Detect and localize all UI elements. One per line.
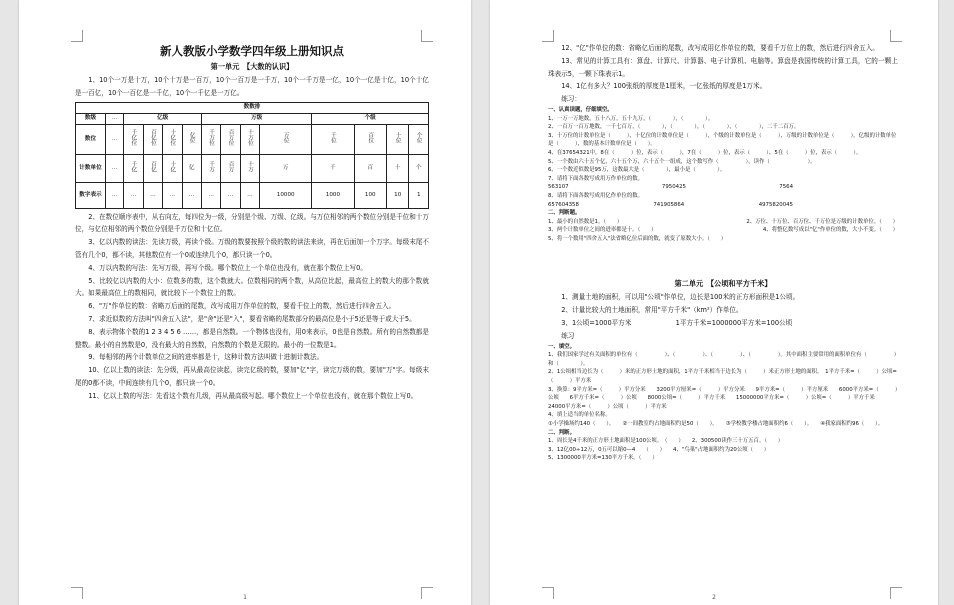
exercise-block bbox=[548, 343, 898, 463]
group-cell: 个级 bbox=[312, 113, 429, 124]
crop-mark bbox=[890, 30, 902, 42]
question: 1、一万一万地数，五十八万，五十九万，（ ），（ ）。 bbox=[548, 115, 714, 122]
unit-cell-text: 百亿 bbox=[149, 160, 156, 173]
paragraph: 2、计量比较大的土地面积，常用"平方千米"（km²）作单位。 bbox=[561, 306, 743, 315]
unit-cell-text: 百 bbox=[367, 164, 374, 171]
unit-cell-text: 千万 bbox=[208, 160, 215, 173]
place-name-cell bbox=[409, 124, 429, 154]
place-name-cell-text: 千位 bbox=[329, 131, 336, 144]
conversion: 1平方千米=1000000平方米=100公顷 bbox=[675, 319, 793, 328]
digit-cell-text: 1000 bbox=[325, 191, 341, 198]
place-name-cell-text: 个位 bbox=[415, 131, 422, 144]
question: 5、一个数由六十五个亿，六十五个万，六十五个一组成，这个数写作（ ），读作（ ）。 bbox=[548, 158, 816, 165]
digit-cell-text: … bbox=[188, 191, 195, 198]
digit-cell bbox=[163, 182, 182, 208]
group-cell: … bbox=[106, 113, 124, 124]
place-value-table bbox=[75, 102, 429, 209]
judge-row bbox=[548, 226, 898, 235]
unit-cell-text: … bbox=[111, 164, 118, 171]
question: 3、12亿00÷12万，0五可以缩0—4 （ ） 4、"鸟巢"占地面积约为20公顷（ ） bbox=[548, 446, 770, 453]
place-name-cell-text: 十亿位 bbox=[169, 129, 176, 146]
paragraph: 10、亿以上数的读法：先分级，再从最高位读起，读完亿级的数，要加"亿"字，读完万级的数，要加"万"字。每级末尾的0都不读，中间连续有几个0，都只读一个0。 bbox=[75, 366, 429, 387]
place-name-cell-text: 十位 bbox=[394, 131, 401, 144]
question: 3、换算：9平方米=（ ）平方分米 3200平方厘米=（ ）平方分米 9平方米=（ ）平方厘米 6000平方米=（ ）公顷 6平方千米=（ ）公顷 8000公顷=（ ）平方千米 15000000平方米=（ ）公顷=（ ）平方千米 24000平方米=（ ）公顷（ ）平方米 bbox=[548, 386, 898, 410]
page-2-content bbox=[548, 42, 898, 463]
number-row bbox=[548, 183, 793, 192]
question: 2、一百万一百万地数，一千七百万，（ ），（ ），（ ），（ ），二千二百万。 bbox=[548, 124, 800, 131]
unit-cell bbox=[201, 154, 220, 182]
place-name-cell bbox=[143, 124, 162, 154]
section-heading: 二、判断题。 bbox=[548, 210, 581, 217]
place-name-cell bbox=[312, 124, 354, 154]
question: 2、1公顷相当边长为（ ）米的正方形土地的面积，1平方千米相当于边长为（ ）米正方形土地的面积。 1平方千米=（ ）公顷=（ ）平方米 bbox=[548, 369, 897, 385]
page-number: 1 bbox=[243, 594, 247, 601]
paragraph: 2、在数位顺序表中，从右向左，每四位为一级，分别是个级、万级、亿级。与万位相邻的两个数位分别是千位和十万位，与亿位相邻的两个数位分别是千万位和十亿位。 bbox=[75, 212, 429, 234]
judge-item: 1、最小的自然数是1。（ ） bbox=[548, 218, 623, 225]
page-gap bbox=[548, 243, 898, 277]
judge-item: 2、万位、十万位、百万位、千万位是万级的计数单位。（ ） bbox=[746, 218, 898, 225]
unit-cell bbox=[312, 154, 354, 182]
question: 1、我们国家学过有关面积的单位有（ ）、（ ）、（ ）、（ ）。其中面积主要常用的面积单位有（ ）和（ ）。 bbox=[548, 352, 897, 367]
unit-cell-text: 千 bbox=[330, 164, 336, 171]
digit-cell bbox=[106, 182, 124, 208]
digit-cell-text: … bbox=[247, 191, 253, 198]
digit-cell-text: 1 bbox=[416, 191, 421, 198]
document-page-1 bbox=[19, 0, 471, 605]
digit-cell bbox=[240, 182, 259, 208]
unit-2-heading: 第二单元 【公顷和平方千米】 bbox=[674, 279, 772, 289]
document-title: 新人教版小学数学四年级上册知识点 bbox=[160, 44, 344, 58]
group-cell: 亿级 bbox=[124, 113, 202, 124]
judge-item: 4、将整亿数写成以"亿"作单位的数，大小不变。（ ） bbox=[762, 227, 898, 234]
question: 7、请将下面各数写成用万作单位的数。 bbox=[548, 175, 644, 182]
digit-cell bbox=[409, 182, 429, 208]
row-label: 计数单位 bbox=[76, 154, 106, 182]
unit-cell-text: 个 bbox=[415, 164, 422, 171]
digit-cell bbox=[182, 182, 201, 208]
section-heading: 二、判断。 bbox=[548, 429, 575, 436]
unit-cell-text: 百万 bbox=[227, 160, 234, 173]
question: 3、十万位的计数单位是（ ），十亿位的计数单位是（ ），个级的计数单位是（ ），万级的计数单位是（ ）。亿级的计数单位是（ ），数的基本计数单位是（ ）。 bbox=[548, 132, 897, 148]
number: 741905864 bbox=[653, 201, 685, 208]
row-label: 数级 bbox=[76, 113, 106, 124]
paragraph: 7、求近似数的方法叫"四舍五入法"，是"舍"还是"入"，要看省略的尾数部分的最高位是小于5还是等于或大于5。 bbox=[88, 314, 416, 323]
unit-cell-text: 十万 bbox=[246, 160, 253, 173]
place-name-cell bbox=[354, 124, 386, 154]
place-name-cell-text: 亿位 bbox=[188, 131, 195, 144]
number: 657604358 bbox=[548, 201, 579, 208]
unit-cell bbox=[240, 154, 259, 182]
digit-cell bbox=[260, 182, 312, 208]
digit-cell bbox=[312, 182, 354, 208]
digit-cell bbox=[124, 182, 143, 208]
question: ①小学操场约140（ ）。 ②一间教室约占地面积约是50（ ）。 ③学校教学楼占地面积约6（ ）。 ④我家面积约96（ ）。 bbox=[548, 421, 884, 428]
exercise-title: 练习 bbox=[561, 331, 575, 340]
unit-cell-text: 十 bbox=[394, 164, 401, 171]
place-name-cell-text: 百万位 bbox=[227, 129, 234, 146]
page-1-content bbox=[75, 42, 429, 403]
number-row bbox=[548, 201, 793, 210]
conversion-line bbox=[548, 317, 898, 330]
question: 5、1300000平方米=130平方千米。（ ） bbox=[548, 455, 658, 462]
digit-cell-text: … bbox=[169, 191, 176, 198]
place-name-cell-text: 万位 bbox=[282, 131, 289, 144]
digit-cell bbox=[386, 182, 409, 208]
conversion: 3、1公顷=1000平方米 bbox=[561, 319, 632, 328]
place-name-cell bbox=[221, 124, 240, 154]
question: 6、一个数近似数是95万，这数最大是（ ），最小是（ ）。 bbox=[548, 167, 726, 174]
digit-cell bbox=[143, 182, 162, 208]
paragraph: 8、表示物体个数的1 2 3 4 5 6 ……，都是自然数。一个物体也没有，用0来表示，0也是自然数。所有的自然数都是整数。最小的自然数是0，没有最大的自然数，自然数的个数是无限的。最小的一位数是1。 bbox=[75, 327, 429, 349]
place-name-cell-text: 十万位 bbox=[246, 129, 253, 146]
paragraph: 9、每相邻的两个计数单位之间的进率都是十，这种计数方法叫做十进制计数法。 bbox=[88, 353, 324, 362]
paragraph: 14、1亿有多大？100张纸的厚度是1厘米，一亿张纸的厚度是1万米。 bbox=[561, 82, 767, 91]
document-page-2 bbox=[490, 0, 938, 605]
place-name-cell bbox=[124, 124, 143, 154]
unit-cell bbox=[386, 154, 409, 182]
unit-cell bbox=[409, 154, 429, 182]
paragraph: 1、10个一万是十万，10个十万是一百万，10个一百万是一千万，10个一千万是一亿，10个一亿是十亿，10个十亿是一百亿，10个一百亿是一千亿，10个一千亿是一万亿。 bbox=[75, 76, 429, 97]
place-name-cell-text: 百亿位 bbox=[149, 129, 156, 146]
number: 563107 bbox=[548, 184, 569, 191]
place-name-cell-text: 百位 bbox=[367, 131, 374, 144]
unit-cell bbox=[260, 154, 312, 182]
place-name-cell bbox=[182, 124, 201, 154]
exercise-title: 练习： bbox=[561, 95, 581, 104]
unit-cell-text: 亿 bbox=[188, 164, 195, 171]
place-name-cell bbox=[163, 124, 182, 154]
place-name-cell bbox=[260, 124, 312, 154]
unit-cell bbox=[221, 154, 240, 182]
place-name-cell-text: 千万位 bbox=[208, 129, 215, 146]
digit-cell bbox=[354, 182, 386, 208]
unit-cell-text: 千亿 bbox=[130, 160, 137, 173]
row-label: 数字表示 bbox=[76, 182, 106, 208]
digit-cell-text: … bbox=[111, 191, 118, 198]
judge-row bbox=[548, 218, 898, 227]
question: 4、在37654321中，8在（ ）位，表示（ ），7在（ ）位，表示（ ），5在（ ）位，表示（ ）。 bbox=[548, 149, 862, 156]
crop-mark bbox=[71, 30, 83, 42]
paragraph: 4、万以内数的写法：先写万级，再写个级。哪个数位上一个单位也没有，就在那个数位上写0。 bbox=[88, 263, 367, 272]
number: 4975820045 bbox=[758, 201, 793, 208]
number: 7564 bbox=[779, 184, 793, 191]
paragraph: 13、常见的计算工具有：算盘、计算尺、计算器、电子计算机、电脑等。算盘是我国传统的计算工具，它的一颗上珠表示5，一颗下珠表示1。 bbox=[548, 56, 898, 78]
digit-cell-text: 10 bbox=[394, 191, 402, 198]
place-name-cell bbox=[201, 124, 220, 154]
number: 7950425 bbox=[661, 184, 686, 191]
place-name-cell bbox=[106, 124, 124, 154]
paragraph: 1、测量土地的面积，可以用"公顷"作单位，边长是100米的正方形面积是1公顷。 bbox=[561, 293, 800, 302]
question: 1、周长是4千米的正方形土地面积是100公顷。 （ ） 2、300500读作三十万五百。（ ） bbox=[548, 438, 784, 445]
unit-cell bbox=[124, 154, 143, 182]
digit-cell-text: … bbox=[130, 191, 137, 198]
place-name-cell-text: 千亿位 bbox=[130, 129, 137, 146]
section-heading: 一、认真读题，仔细填空。 bbox=[548, 106, 613, 113]
digit-cell bbox=[221, 182, 240, 208]
crop-mark bbox=[542, 30, 554, 42]
unit-1-heading: 第一单元 【大数的认识】 bbox=[210, 62, 294, 71]
paragraph: 5、比较亿以内数的大小：位数多的数，这个数就大。位数相同的两个数，从高位比起，最高位上的数大的那个数就大。如果最高位上的数相同，就比较下一个数位上的数。 bbox=[75, 276, 429, 298]
digit-cell bbox=[201, 182, 220, 208]
paragraph: 11、亿以上数的写法：先看这个数有几级，再从最高级写起。哪个数位上一个单位也没有，就在那个数位上写0。 bbox=[88, 391, 418, 400]
exercise-block bbox=[548, 106, 898, 244]
group-cell: 万级 bbox=[201, 113, 311, 124]
paragraph: 12、"亿"作单位的数：省略亿后面的尾数，改写成用亿作单位的数，要看千万位上的数，然后进行四舍五入。 bbox=[561, 44, 879, 52]
digit-cell-text: 100 bbox=[364, 191, 376, 198]
row-label: 数位 bbox=[76, 124, 106, 154]
judge-item: 5、将一个数用"四舍五入"法省略亿位后面的数，就变了原数大小。（ ） bbox=[548, 235, 727, 242]
unit-cell-text: 万 bbox=[282, 164, 289, 171]
table-header: 数数排 bbox=[76, 102, 429, 113]
unit-cell bbox=[106, 154, 124, 182]
unit-cell-text: 十亿 bbox=[169, 160, 176, 173]
place-name-cell bbox=[240, 124, 259, 154]
unit-cell bbox=[143, 154, 162, 182]
digit-cell-text: 10000 bbox=[276, 191, 295, 198]
digit-cell-text: … bbox=[227, 191, 234, 198]
crop-mark bbox=[421, 30, 433, 42]
judge-item: 3、两个计数单位之间的进率都是十。（ ） bbox=[548, 227, 657, 234]
page-number: 2 bbox=[712, 594, 716, 601]
unit-cell bbox=[354, 154, 386, 182]
unit-cell bbox=[182, 154, 201, 182]
digit-cell-text: … bbox=[150, 191, 156, 198]
question: 8、请将下面各数写成用亿作单位的数。 bbox=[548, 192, 644, 199]
paragraph: 6、"万"作单位的数：省略万后面的尾数，改写成用万作单位的数，要看千位上的数，然后进行四舍五入。 bbox=[88, 302, 396, 311]
unit-cell bbox=[163, 154, 182, 182]
digit-cell-text: … bbox=[208, 191, 214, 198]
section-heading: 一、填空。 bbox=[548, 343, 575, 350]
paragraph: 3、亿以内数的读法：先读万级，再读个级。万级的数要按照个级的数的读法来读，再在后面加一个万字。每级末尾不管有几个0，都不读，其他数位有一个0或连续几个0，都只读一个0。 bbox=[75, 238, 429, 259]
place-name-cell bbox=[386, 124, 409, 154]
question: 4、填上适当的单位名称。 bbox=[548, 412, 611, 419]
place-name-cell-text: … bbox=[111, 135, 118, 142]
